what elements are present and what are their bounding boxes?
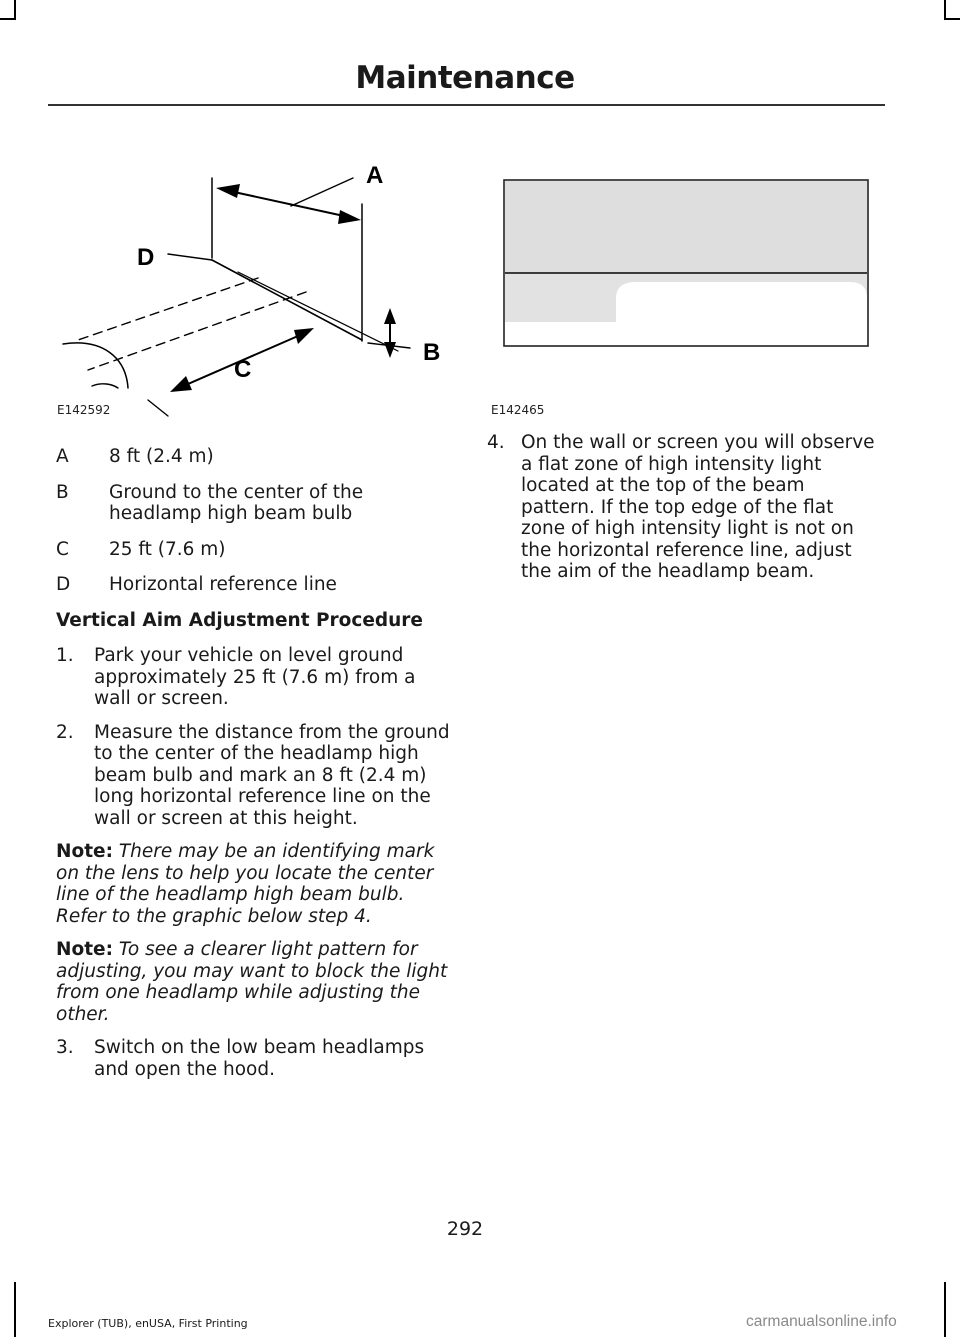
legend-value: Horizontal reference line — [109, 574, 337, 595]
step-number: 4. — [487, 432, 505, 453]
beam-line-upper — [78, 278, 258, 340]
arrowhead — [384, 342, 396, 358]
ground-line — [238, 272, 398, 351]
legend-key: C — [56, 538, 69, 560]
step-item — [56, 645, 452, 710]
label-a: A — [366, 162, 384, 189]
upper-zone — [505, 181, 867, 273]
page-title: Maintenance — [355, 60, 575, 96]
beam-line-lower — [88, 292, 306, 370]
step-number: 3. — [56, 1037, 74, 1058]
arrowhead — [216, 184, 240, 198]
step-item — [56, 722, 452, 830]
note-text: There may be an identifying mark on the lens to help you locate the center line of the headlamp high beam bulb. Refer to the graphic below step 4. — [56, 841, 435, 927]
watermark: carmanualsonline.info — [746, 1313, 897, 1330]
high-intensity-zone — [616, 282, 867, 322]
footer-text: Explorer (TUB), enUSA, First Printing — [48, 1317, 248, 1330]
legend-row — [56, 446, 452, 468]
label-c: C — [234, 356, 252, 383]
figure-code: E142592 — [57, 403, 111, 417]
note-text: To see a clearer light pattern for adjusting, you may want to block the light from one headlamp while adjusting the other. — [56, 939, 448, 1025]
header-divider — [48, 104, 885, 106]
crop-mark — [944, 0, 946, 20]
dimension-a-arrow — [234, 192, 344, 216]
label-c-leader — [148, 400, 168, 416]
crop-mark — [14, 1282, 16, 1337]
step-text: On the wall or screen you will observe a flat zone of high intensity light located at the top of the beam pattern. If the top edge of the flat zone of high intensity light is not on the horizontal reference line, adjust the aim of the headlamp beam. — [521, 432, 875, 582]
left-column — [56, 446, 452, 1092]
label-d-leader — [168, 254, 212, 260]
legend-key: D — [56, 574, 71, 595]
arrowhead — [384, 308, 396, 324]
step-item — [487, 432, 883, 583]
step-item — [56, 1037, 452, 1080]
section-heading: Vertical Aim Adjustment Procedure — [56, 609, 423, 631]
legend-value: Ground to the center of the headlamp high beam bulb — [109, 481, 364, 524]
step-number: 1. — [56, 645, 74, 666]
vehicle-outline — [63, 343, 128, 388]
arrowhead — [294, 328, 314, 344]
headlamp-aim-diagram — [48, 148, 458, 420]
arrowhead — [170, 376, 192, 392]
step-text: Switch on the low beam headlamps and open the hood. — [94, 1037, 425, 1080]
step-text: Park your vehicle on level ground approximately 25 ft (7.6 m) from a wall or screen. — [94, 645, 416, 709]
step-text: Measure the distance from the ground to the center of the headlamp high beam bulb and mark an 8 ft (2.4 m) long horizontal reference line on the wall or screen at this height. — [94, 721, 450, 829]
arrowhead — [338, 210, 361, 224]
crop-mark — [0, 18, 16, 20]
note-label: Note: — [56, 939, 113, 960]
right-column — [487, 432, 883, 595]
crop-mark — [14, 0, 16, 20]
note-label: Note: — [56, 841, 113, 862]
beam-pattern-diagram — [486, 164, 886, 364]
note — [56, 939, 452, 1025]
legend-value: 25 ft (7.6 m) — [109, 538, 226, 560]
legend-row — [56, 574, 452, 596]
step-number: 2. — [56, 721, 74, 743]
crop-mark — [944, 1282, 946, 1337]
label-d: D — [137, 244, 155, 271]
crop-mark — [944, 18, 960, 20]
label-b: B — [423, 339, 441, 366]
vehicle-outline-detail — [92, 384, 118, 388]
reference-line-d — [212, 260, 362, 340]
legend-key: A — [56, 446, 69, 467]
legend-value: 8 ft (2.4 m) — [109, 446, 214, 467]
page-number: 292 — [446, 1218, 484, 1240]
label-a-leader — [291, 178, 353, 206]
figure-code: E142465 — [491, 403, 545, 417]
legend-row — [56, 539, 452, 561]
note — [56, 841, 452, 927]
legend-row — [56, 482, 452, 525]
legend-key: B — [56, 481, 69, 503]
